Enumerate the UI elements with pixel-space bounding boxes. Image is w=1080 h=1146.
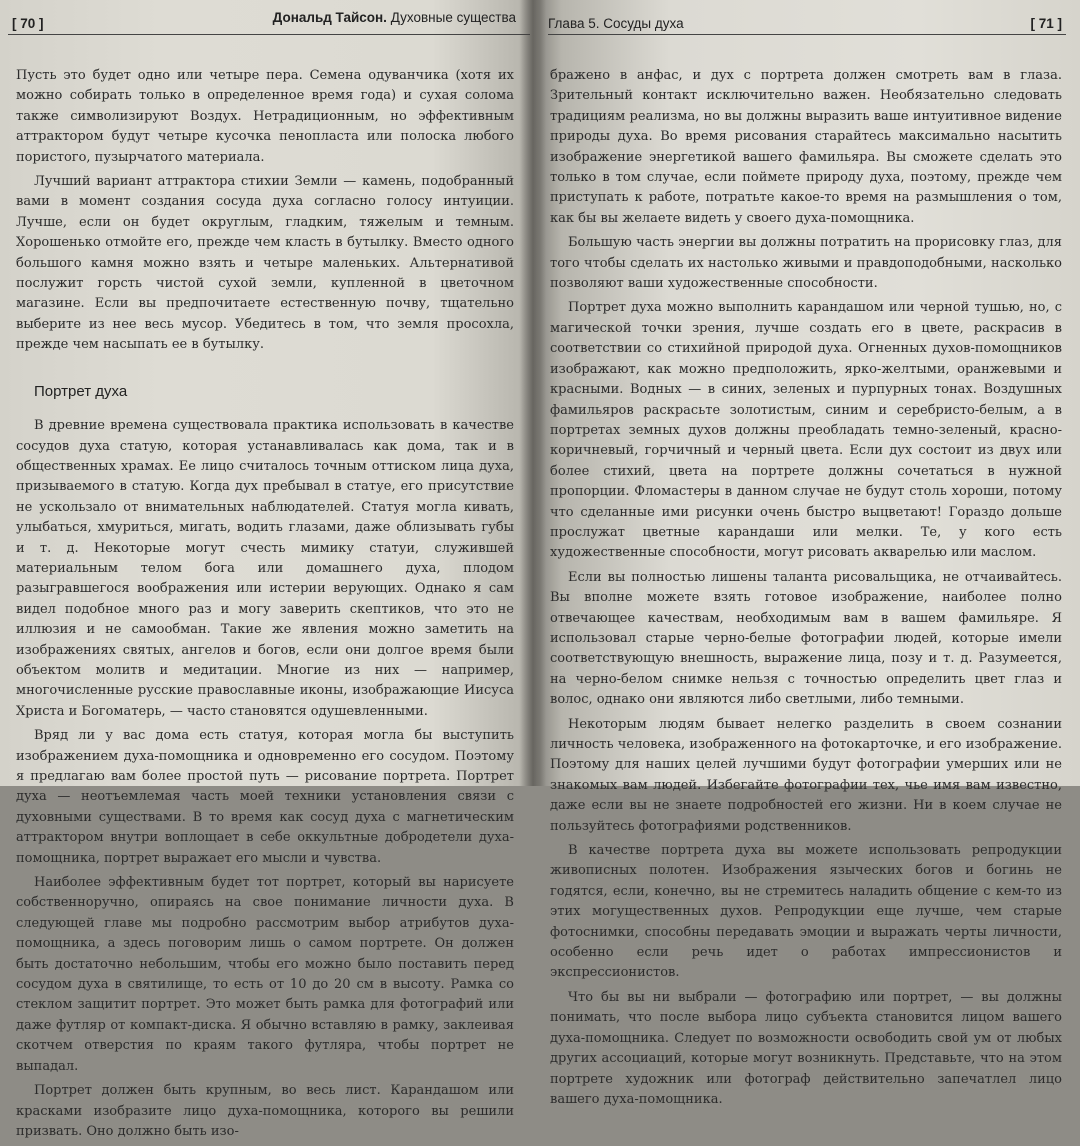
page-number: [ 71 ]: [1030, 16, 1062, 31]
running-head-book-title: Духовные существа: [386, 10, 516, 25]
right-page: [540, 0, 1080, 1107]
paragraph: Портрет духа можно выполнить карандашом или черной тушью, но, с магической точки зрения, лучше создать его в цвете, раскрасив в соответствии со стихийной природой духа. Огненных духов-помощников изображают, как можно предположить, ярко-желтыми, оранжевыми и красными. Водных — в синих, зеленых и пурпурных тонах. Воздушных фамильяров раскрасьте золотистым, синим и серебристо-белым, а в портретах земных духов должны преобладать темно-зеленый, красно-коричневый, горчичный и черный цвета. Если дух состоит из двух или более стихий, цвета на портрете должны сочетаться в нужной пропорции. Фломастеры в данном случае не будут столь хороши, потому что сделанные ими рисунки очень быстро выцветают! Гораздо дольше прослужат цветные карандаши или мелки. Те, у кого есть художественные способности, могут рисовать акварелью или маслом.: [550, 300, 1062, 561]
section-heading: Портрет духа: [34, 382, 128, 400]
paragraph: бражено в анфас, и дух с портрета должен смотреть вам в глаза. Зрительный контакт исключительно важен. Необязательно следовать традициям реализма, но вы должны выразить ваше интуитивное видение природы духа. Во время рисования старайтесь максимально насытить изображение энергетикой вашего фамильяра. Вы сможете сделать это только в том случае, если поймете природу духа, поэтому, прежде чем приступать к работе, потратьте какое-то время на размышления о том, как бы вы желаете видеть у своего духа-помощника.: [550, 68, 1062, 226]
paragraph: Пусть это будет одно или четыре пера. Семена одуванчика (хотя их можно собирать только в определенное время года) и сухая солома также символизируют Воздух. Нетрадиционным, но эффективным аттрактором будут четыре кусочка пенопласта или полоска любого пористого, пузырчатого материала.: [16, 68, 514, 165]
page-body: [16, 66, 514, 1146]
left-page: [0, 0, 530, 1139]
running-head-title: [273, 10, 516, 25]
paragraph: Что бы вы ни выбрали — фотографию или портрет, — вы должны понимать, что после выбора лицо субъекта становится лицом вашего духа-помощника. Следует по возможности освободить свой ум от любых других ассоциаций, которые могут возникнуть. Представьте, что на этом портрете художник или фотограф действительно запечатлел лицо вашего духа-помощника.: [550, 989, 1062, 1107]
paragraph: В качестве портрета духа вы можете использовать репродукции живописных полотен. Изображения языческих богов и богинь не годятся, если, конечно, вы не стремитесь наладить общение с кем-то из этих могущественных духов. Репродукции еще лучше, чем старые фотоснимки, способны передавать эмоции и выражать черты личности, особенно если речь идет о работах импрессионистов и экспрессионистов.: [550, 843, 1062, 981]
paragraph: Вряд ли у вас дома есть статуя, которая могла бы выступить изображением духа-помощника и одновременно его сосудом. Поэтому я предлагаю вам более простой путь — рисование портрета. Портрет духа — неотъемлемая часть моей техники установления связи с духовными существами. В то время как сосуд духа с магнетическим аттрактором внутри воплощает в себе оккультные добродетели духа-помощника, портрет выражает его мысли и чувства.: [16, 728, 514, 866]
paragraph: Некоторым людям бывает нелегко разделить в своем сознании личность человека, изображенного на фотокарточке, и его изображение. Поэтому для наших целей лучшими будут фотографии умерших или не знакомых вам людей. Избегайте фотографии тех, чье имя вам известно, даже если вы не знаете подробностей его жизни. Ни в коем случае не пользуйтесь фотографиями родственников.: [550, 716, 1062, 834]
running-head: [548, 6, 1066, 35]
page-number: [ 70 ]: [12, 16, 44, 31]
paragraph: Портрет должен быть крупным, во весь лист. Карандашом или красками изобразите лицо духа-помощника, которого вы решили призвать. Оно должно быть изо-: [16, 1083, 514, 1139]
running-head-author: Дональд Тайсон.: [272, 10, 387, 25]
paragraph: Наиболее эффективным будет тот портрет, который вы нарисуете собственноручно, опираясь на свое понимание личности духа. В следующей главе мы подробно рассмотрим выбор атрибутов духа-помощника, а здесь поговорим лишь о самом портрете. Он должен быть достаточно небольшим, чтобы его можно было поставить перед сосудом духа в святилище, то есть от 10 до 20 см в высоту. Рамка со стеклом защитит портрет. Это может быть рамка для фотографий или даже футляр от компакт-диска. Я обычно вставляю в рамку, заклеивая скотчем отверстия по краям такого футляра, чтобы портрет не выпадал.: [16, 875, 514, 1074]
paragraph: Большую часть энергии вы должны потратить на прорисовку глаз, для того чтобы сделать их настолько живыми и правдоподобными, насколько позволяют ваши художественные способности.: [550, 235, 1062, 292]
running-head-title: Глава 5. Сосуды духа: [548, 16, 684, 31]
running-head: [8, 6, 530, 35]
paragraph: Лучший вариант аттрактора стихии Земли — камень, подобранный вами в момент создания сосуда духа согласно голосу интуиции. Лучше, если он будет округлым, гладким, тяжелым и темным. Хорошенько отмойте его, прежде чем класть в бутылку. Вместо одного большого камня можно взять и четыре маленьких. Альтернативой послужит горсть чистой сухой земли, купленной в цветочном магазине. Если вы предпочитаете естественную почву, тщательно выберите из нее весь мусор. Убедитесь в том, что земля просохла, прежде чем насыпать ее в бутылку.: [16, 174, 514, 353]
page-body: [550, 66, 1062, 1114]
paragraph: Если вы полностью лишены таланта рисовальщика, не отчаивайтесь. Вы вполне можете взять готовое изображение, наиболее полно отвечающее качествам, необходимым вам в вашем фамильяре. Я использовал старые черно-белые фотографии людей, которые имели соответствующую внешность, выражение лица, позу и т. д. Разумеется, на черно-белом снимке нельзя с точностью определить цвет глаз и волос, однако они являются либо светлыми, либо темными.: [550, 569, 1062, 708]
paragraph: В древние времена существовала практика использовать в качестве сосудов духа статую, которая устанавливалась как дома, так и в общественных храмах. Ее лицо считалось точным оттиском лица духа, призываемого в статую. Когда дух пребывал в статуе, его присутствие не ускользало от внимательных наблюдателей. Статуя могла кивать, улыбаться, хмуриться, мигать, водить глазами, даже облизывать губы и т. д. Некоторые могут счесть мимику статуи, служившей материальным телом бога или домашнего духа, плодом разыгравшегося воображения или истерии верующих. Однако я сам видел подобное много раз и могу заверить скептиков, что это не иллюзия и не самообман. Такие же явления можно заметить на изображениях святых, ангелов и богов, если они долгое время были объектом молитв и медитации. Многие из них — например, многочисленные русские православные иконы, изображающие Иисуса Христа и Богоматерь, — часто становятся одушевленными.: [16, 418, 514, 719]
